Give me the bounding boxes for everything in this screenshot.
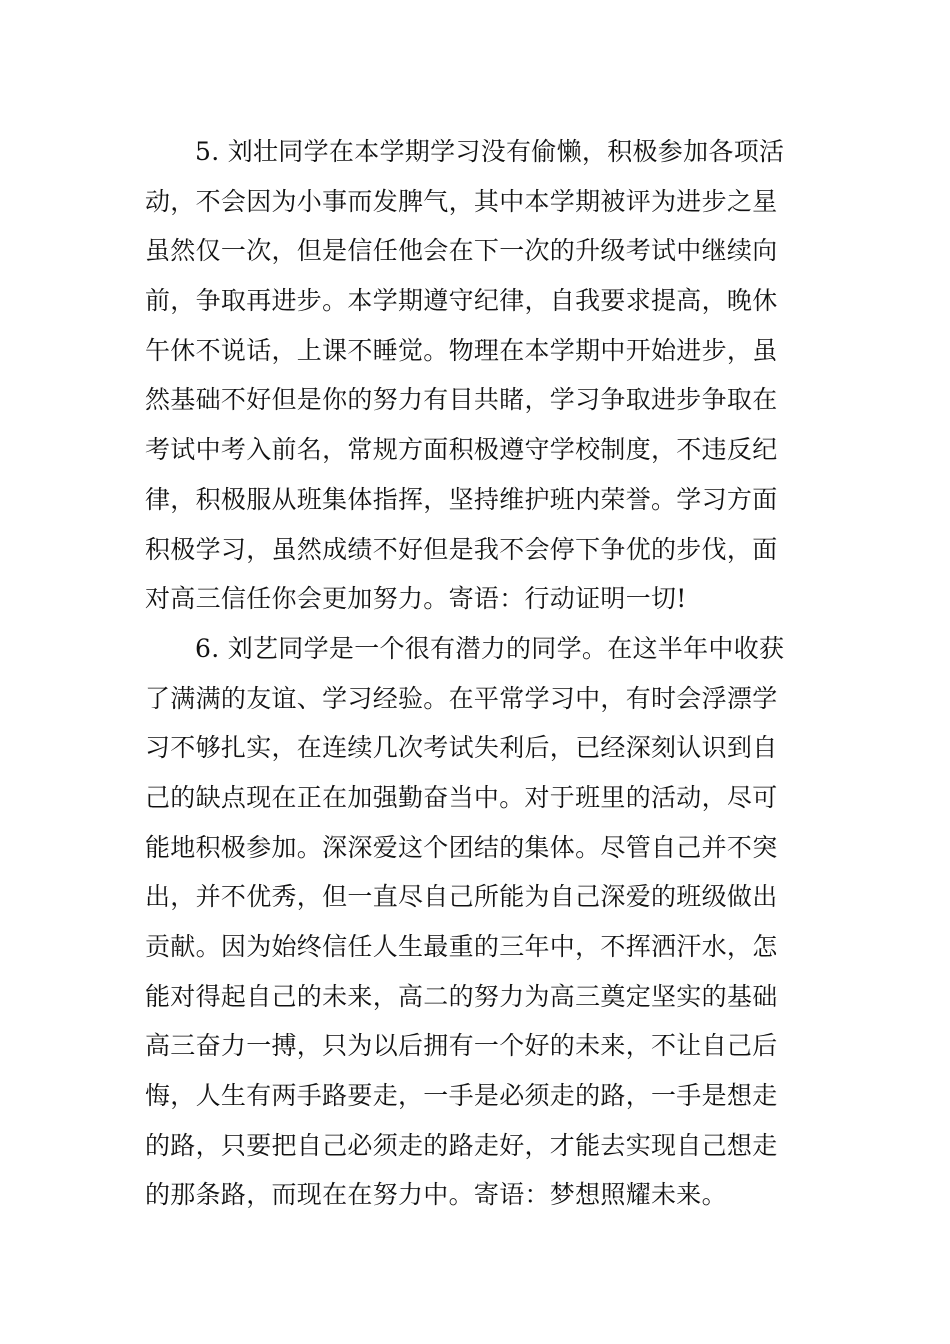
paragraph-line: 前，争取再进步。本学期遵守纪律，自我要求提高，晚休 (145, 286, 778, 316)
paragraph-line: 律，积极服从班集体指挥，坚持维护班内荣誉。学习方面 (145, 484, 778, 514)
paragraph-line: 午休不说话，上课不睡觉。物理在本学期中开始进步，虽 (145, 335, 778, 365)
document-body (145, 127, 810, 1220)
paragraph-line: 己的缺点现在正在加强勤奋当中。对于班里的活动，尽可 (145, 782, 778, 812)
paragraph-line: 积极学习，虽然成绩不好但是我不会停下争优的步伐，面 (145, 534, 778, 564)
paragraph-line: 然基础不好但是你的努力有目共睹，学习争取进步争取在 (145, 385, 778, 415)
paragraph-line: 的路，只要把自己必须走的路走好，才能去实现自己想走 (145, 1130, 778, 1160)
paragraph-line: 考试中考入前名，常规方面积极遵守学校制度，不违反纪 (145, 435, 778, 465)
paragraph-line: 6. 刘艺同学是一个很有潜力的同学。在这半年中收获 (195, 633, 785, 663)
paragraph-line: 对高三信任你会更加努力。寄语：行动证明一切! (145, 584, 687, 614)
paragraph-6 (145, 624, 810, 1220)
paragraph-line: 能对得起自己的未来，高二的努力为高三奠定坚实的基础 (145, 981, 778, 1011)
paragraph-line: 虽然仅一次，但是信任他会在下一次的升级考试中继续向 (145, 236, 778, 266)
paragraph-line: 了满满的友谊、学习经验。在平常学习中，有时会浮漂学 (145, 683, 778, 713)
paragraph-line: 出，并不优秀，但一直尽自己所能为自己深爱的班级做出 (145, 882, 778, 912)
paragraph-5 (145, 127, 810, 624)
paragraph-line: 高三奋力一搏，只为以后拥有一个好的未来，不让自己后 (145, 1031, 778, 1061)
paragraph-line: 的那条路，而现在在努力中。寄语：梦想照耀未来。 (145, 1180, 727, 1210)
paragraph-line: 悔，人生有两手路要走，一手是必须走的路，一手是想走 (145, 1081, 778, 1111)
paragraph-line: 动，不会因为小事而发脾气，其中本学期被评为进步之星 (145, 186, 778, 216)
paragraph-line: 5. 刘壮同学在本学期学习没有偷懒，积极参加各项活 (195, 137, 785, 166)
paragraph-line: 贡献。因为始终信任人生最重的三年中，不挥洒汗水，怎 (145, 932, 778, 961)
paragraph-line: 习不够扎实，在连续几次考试失利后，已经深刻认识到自 (145, 733, 778, 763)
paragraph-line: 能地积极参加。深深爱这个团结的集体。尽管自己并不突 (145, 832, 778, 862)
